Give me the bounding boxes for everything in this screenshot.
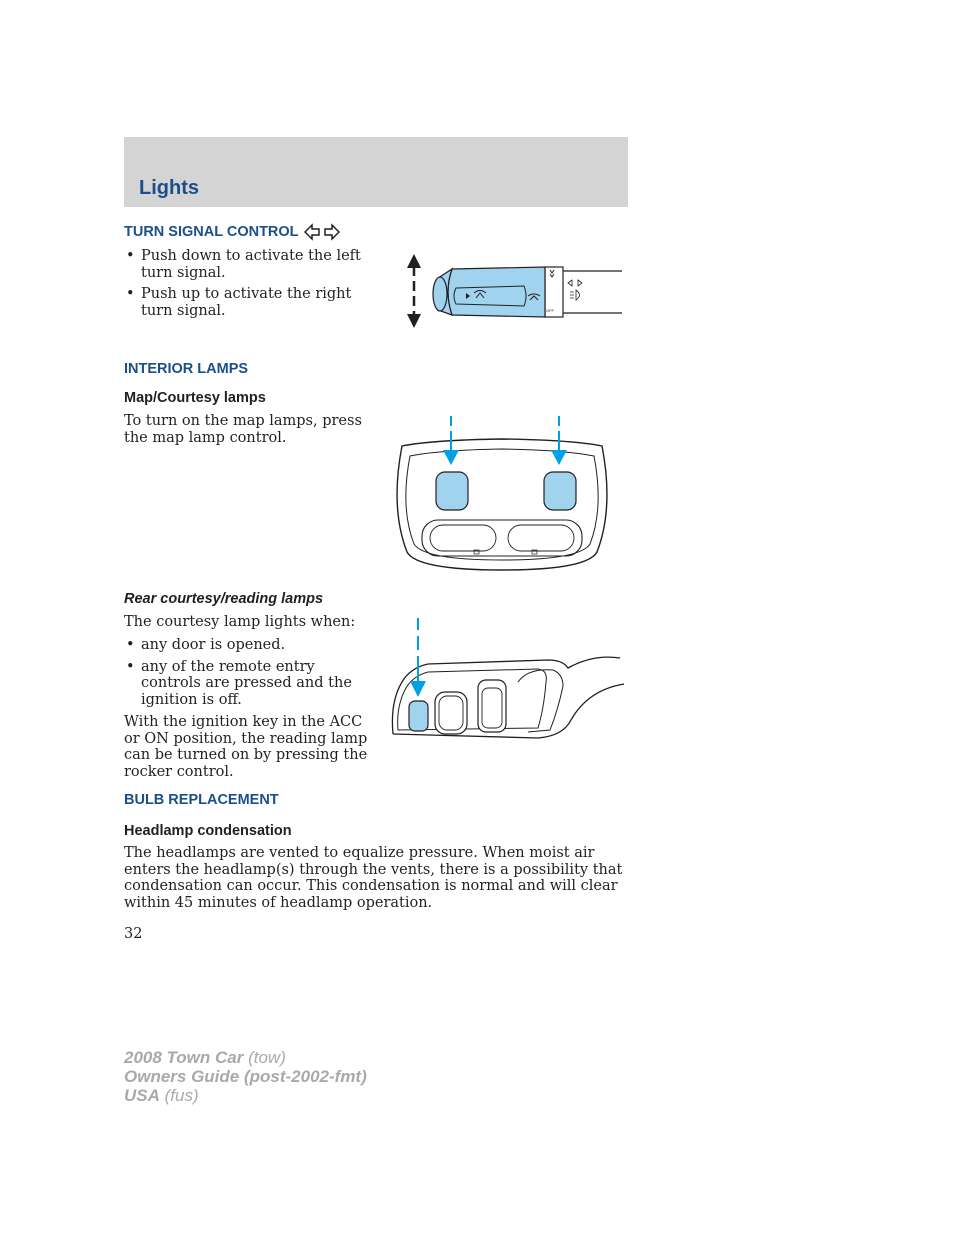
- turn-signal-heading-text: TURN SIGNAL CONTROL: [124, 223, 299, 240]
- footer-line-3: [124, 1086, 367, 1105]
- bulb-replacement-heading: BULB REPLACEMENT: [124, 792, 279, 808]
- rear-courtesy-intro: The courtesy lamp lights when:: [124, 614, 356, 630]
- footer-model: 2008 Town Car: [124, 1048, 244, 1067]
- off-label: OFF: [546, 308, 554, 313]
- map-lamp-left-button: [436, 472, 468, 510]
- page-number: 32: [124, 926, 143, 942]
- rear-courtesy-heading: Rear courtesy/reading lamps: [124, 591, 324, 607]
- turn-signal-heading: [124, 223, 340, 241]
- list-item: • Push down to activate the left turn signal.: [124, 248, 379, 281]
- map-lamp-right-button: [544, 472, 576, 510]
- rear-courtesy-bullets: [124, 637, 376, 713]
- rear-reading-lamp-illustration: [388, 612, 628, 744]
- footer-guide: Owners Guide (post-2002-fmt): [124, 1067, 367, 1086]
- map-lamps-text: To turn on the map lamps, press the map lamp control.: [124, 413, 362, 446]
- section-header-band: [124, 137, 628, 207]
- reading-lamp-rocker: [409, 701, 428, 731]
- turn-signal-stalk-illustration: [400, 250, 630, 332]
- list-item: • Push up to activate the right turn signal.: [124, 286, 379, 319]
- headlamp-condensation-text: The headlamps are vented to equalize pressure. When moist air enters the headlamp(s) through the vents, there is a possibility that condensation can occur. This condensation is normal and will clear within 45 minutes of headlamp operation.: [124, 845, 623, 911]
- section-title: Lights: [139, 177, 199, 199]
- map-lamp-console-illustration: [392, 412, 614, 574]
- footer-line-2: [124, 1067, 367, 1086]
- up-down-arrow-icon: [407, 254, 421, 328]
- headlamp-condensation-heading: Headlamp condensation: [124, 823, 292, 839]
- footer-model-code: (tow): [243, 1048, 286, 1067]
- arrow-down-icon: [410, 618, 426, 697]
- list-item: • any of the remote entry controls are pressed and the ignition is off.: [124, 659, 376, 709]
- interior-lamps-heading: INTERIOR LAMPS: [124, 361, 249, 377]
- turn-signal-arrows-icon: [304, 223, 340, 241]
- map-courtesy-heading: Map/Courtesy lamps: [124, 390, 266, 406]
- turn-signal-bullets: [124, 248, 379, 324]
- footer-market: USA: [124, 1086, 160, 1105]
- list-item: • any door is opened.: [124, 637, 376, 654]
- footer-market-code: (fus): [159, 1086, 199, 1105]
- footer: [124, 1048, 367, 1105]
- rear-courtesy-text: With the ignition key in the ACC or ON position, the reading lamp can be turned on by pressing the rocker control.: [124, 714, 368, 780]
- footer-line-1: [124, 1048, 367, 1067]
